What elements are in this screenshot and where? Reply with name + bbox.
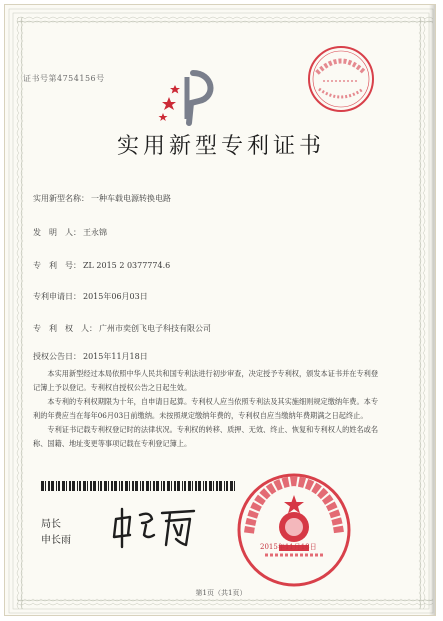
field-value: 一种车载电源转换电路 (91, 194, 171, 203)
body-paragraph: 专利证书记载专利权登记时的法律状况。专利权的转移、质押、无效、终止、恢复和专利权人的姓名或名称、国籍、地址变更等事项记载在专利登记簿上。 (33, 425, 379, 448)
barcode (41, 481, 237, 491)
handwritten-signature (110, 505, 198, 551)
field-value: ZL 2015 2 0377774.6 (83, 261, 171, 270)
field-value: 2015年11月18日 (83, 352, 148, 361)
seal-date: 2015年11月18日 (260, 543, 317, 551)
field-label: 发 明 人： (33, 228, 81, 237)
patent-office-emblem (155, 67, 225, 127)
certificate-number: 证书号第4754156号 (23, 74, 105, 83)
red-seal-state-ip-office (235, 471, 353, 589)
field-value: 2015年06月03日 (83, 292, 148, 301)
field-value: 广州市奕创飞电子科技有限公司 (99, 324, 211, 333)
body-paragraph: 本实用新型经过本局依照中华人民共和国专利法进行初步审查，决定授予专利权，颁发本证书并在专利登记簿上予以登记。专利权自授权公告之日起生效。 (33, 369, 379, 392)
page-edge-shadow (429, 5, 435, 616)
field-inventor (33, 227, 107, 238)
page-footer: 第1页（共1页） (195, 589, 247, 597)
field-application-date (33, 291, 148, 302)
field-label: 专利申请日： (33, 292, 81, 301)
signatory-role: 局长 (41, 519, 61, 530)
field-patent-number (33, 260, 170, 271)
body-paragraph: 本专利的专利权期限为十年，自申请日起算。专利权人应当依照专利法及其实施细则规定缴纳年费。本专利的年费应当在每年06月03日前缴纳。未按照规定缴纳年费的，专利权自应当缴纳年费期满之日起终止。 (33, 397, 379, 420)
field-label: 授权公告日： (33, 352, 81, 361)
patent-certificate (4, 4, 436, 616)
field-label: 实用新型名称： (33, 194, 89, 203)
field-patentee (33, 323, 211, 334)
red-seal-top (305, 43, 377, 115)
certificate-body (33, 367, 385, 451)
field-label: 专 利 权 人： (33, 324, 97, 333)
signatory-name: 申长雨 (41, 535, 71, 546)
field-utility-model-name (33, 193, 171, 204)
field-value: 王永锦 (83, 228, 107, 237)
field-label: 专 利 号： (33, 261, 81, 270)
certificate-title: 实用新型专利证书 (116, 134, 325, 159)
field-grant-date (33, 351, 148, 362)
